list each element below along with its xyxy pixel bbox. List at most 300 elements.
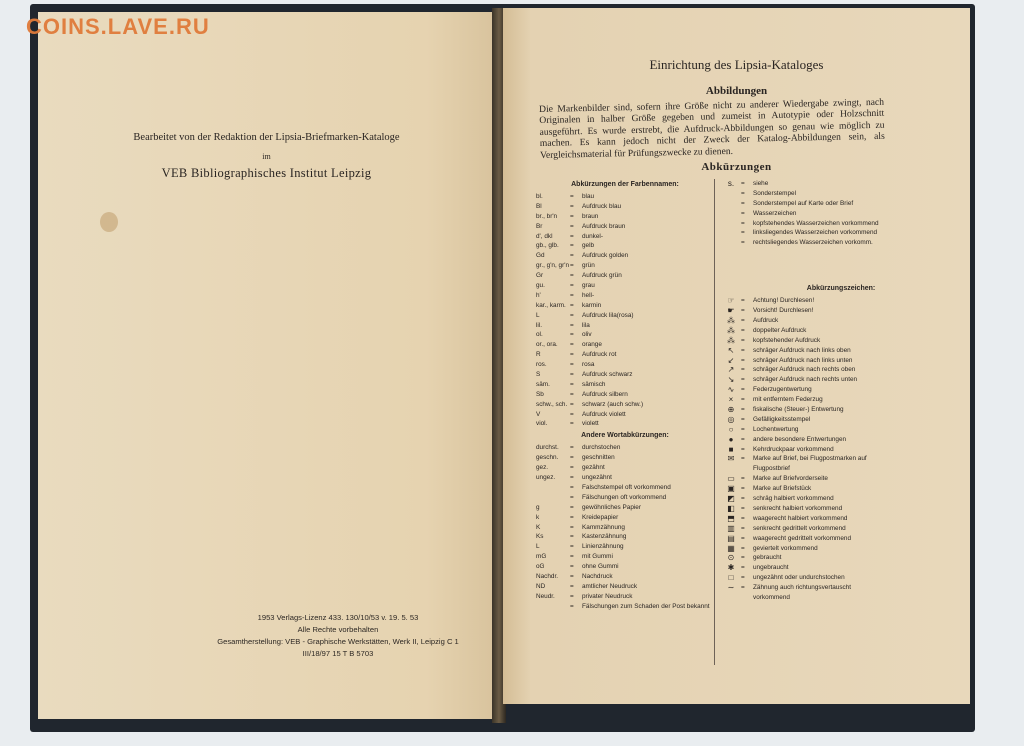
abbreviation-meaning: Achtung! Durchlesen!: [753, 297, 815, 305]
sign-symbol: [721, 238, 741, 248]
abbreviation-key: ungez.: [536, 474, 556, 482]
sign-symbol: s.: [727, 179, 735, 188]
abbreviation-meaning: ungezähnt: [582, 474, 612, 482]
abbreviation-row: [536, 241, 714, 251]
abbreviation-key: d', dkl: [536, 232, 553, 240]
abbreviation-key: lil.: [536, 321, 543, 329]
equals-sign: =: [570, 533, 574, 541]
equals-sign: =: [741, 415, 745, 423]
abbreviation-row: [536, 350, 714, 360]
abbreviation-meaning: amtlicher Neudruck: [582, 582, 638, 590]
abbreviation-row: [536, 340, 714, 350]
abbreviation-meaning: Falschstempel oft vorkommend: [582, 483, 671, 491]
equals-sign: =: [741, 209, 745, 217]
abbreviation-meaning: schräger Aufdruck nach rechts oben: [753, 366, 856, 374]
sign-symbol: ∼: [727, 583, 735, 593]
abbreviation-row: [721, 484, 961, 494]
abbreviation-key: h': [536, 291, 541, 299]
editor-line: Bearbeitet von der Redaktion der Lipsia-Briefmarken-Kataloge: [133, 132, 400, 143]
abbreviation-row: [721, 573, 961, 583]
abbreviation-row: [721, 544, 961, 554]
abbreviation-key: K: [536, 523, 541, 531]
abbreviation-meaning: Kastenzähnung: [582, 533, 627, 541]
equals-sign: =: [741, 386, 745, 394]
abbreviation-row: [721, 326, 961, 336]
equals-sign: =: [741, 239, 745, 247]
equals-sign: =: [570, 252, 574, 260]
abbreviation-meaning: Wasserzeichen: [753, 209, 797, 217]
abbreviation-row: [536, 360, 714, 370]
section-heading-illustrations: Abbildungen: [705, 85, 768, 97]
equals-sign: =: [570, 592, 574, 600]
abbreviation-key: R: [536, 351, 541, 359]
abbreviation-meaning: siehe: [753, 180, 769, 187]
abbreviation-row: [721, 219, 961, 229]
equals-sign: =: [570, 301, 574, 309]
abbreviation-row: [536, 562, 714, 572]
sign-symbol: [721, 219, 741, 229]
abbreviation-key: or., ora.: [536, 341, 558, 349]
sign-symbol: ⁂: [727, 316, 735, 326]
equals-sign: =: [741, 435, 745, 443]
sign-abbreviation-list: [721, 296, 961, 603]
abbreviation-key: bl.: [536, 193, 543, 200]
equals-sign: =: [741, 297, 745, 305]
page-title: Einrichtung des Lipsia-Kataloges: [649, 57, 824, 72]
imprint-line: 1953 Verlags-Lizenz 433. 130/10/53 v. 19. 5. 53: [257, 613, 419, 622]
abbreviation-meaning: Marke auf Briefvorderseite: [753, 475, 828, 483]
equals-sign: =: [570, 513, 574, 521]
sign-symbol: ▥: [727, 523, 735, 533]
abbreviation-row: [536, 483, 714, 493]
equals-sign: =: [741, 485, 745, 493]
abbreviation-meaning: doppelter Aufdruck: [753, 326, 807, 334]
sign-symbol: ◩: [727, 494, 735, 504]
abbreviation-meaning: dunkel-: [582, 232, 603, 240]
equals-sign: =: [741, 326, 745, 334]
abbreviation-row: [721, 306, 961, 316]
equals-sign: =: [741, 514, 745, 522]
equals-sign: =: [741, 396, 745, 404]
abbreviation-row: [536, 410, 714, 420]
words-heading: Andere Wortabkürzungen:: [581, 432, 669, 440]
equals-sign: =: [570, 331, 574, 339]
abbreviation-row: [536, 532, 714, 542]
abbreviation-key: geschn.: [536, 454, 559, 462]
sign-symbol: ●: [728, 434, 734, 444]
abbreviation-key: ND: [536, 582, 546, 590]
sign-symbol: ↙: [727, 355, 735, 365]
equals-sign: =: [570, 410, 574, 418]
abbreviation-row: [536, 542, 714, 552]
abbreviation-key: gu.: [536, 282, 545, 290]
section-heading-abbreviations: Abkürzungen: [701, 161, 772, 173]
equals-sign: =: [570, 232, 574, 240]
abbreviation-meaning: violett: [582, 420, 599, 428]
sign-symbol: ▤: [727, 533, 735, 543]
abbreviation-meaning: waagerecht gedrittelt vorkommend: [753, 534, 852, 542]
left-page: [38, 12, 495, 719]
equals-sign: =: [570, 212, 574, 220]
abbreviation-key: mG: [536, 553, 547, 561]
abbreviation-meaning: Kreidepapier: [582, 513, 619, 521]
abbreviation-row: [721, 474, 961, 484]
abbreviation-row: [721, 336, 961, 346]
abbreviation-row: [721, 375, 961, 385]
imprint-block: [188, 612, 488, 660]
abbreviation-row: [721, 189, 961, 199]
abbreviation-row: [536, 192, 714, 202]
abbreviation-row: [721, 425, 961, 435]
equals-sign: =: [570, 202, 574, 210]
abbreviation-meaning: geschnitten: [582, 454, 615, 462]
abbreviation-key: [536, 602, 570, 612]
abbreviation-key: Bl: [536, 202, 542, 210]
equals-sign: =: [570, 503, 574, 511]
abbreviation-key: säm.: [536, 380, 550, 388]
sign-symbol: ↖: [727, 345, 735, 355]
abbreviation-key: gez.: [536, 464, 549, 472]
abbreviation-meaning: Aufdruck grün: [582, 272, 622, 280]
colors-heading: Abkürzungen der Farbennamen:: [571, 181, 679, 188]
sign-symbol: ▣: [727, 484, 735, 494]
abbreviation-meaning: Kehrdruckpaar vorkommend: [753, 445, 834, 453]
equals-sign: =: [741, 376, 745, 384]
equals-sign: =: [570, 242, 574, 250]
abbreviation-meaning: Vorsicht! Durchlesen!: [753, 307, 814, 315]
abbreviation-meaning: Aufdruck: [753, 317, 779, 325]
abbreviation-meaning: Aufdruck schwarz: [582, 371, 633, 379]
abbreviation-row: [536, 493, 714, 503]
abbreviation-row: [536, 311, 714, 321]
equals-sign: =: [741, 524, 745, 532]
abbreviation-row: [721, 346, 961, 356]
sign-symbol: ⊙: [727, 553, 735, 563]
abbreviation-row: [536, 463, 714, 473]
abbreviation-key: Neudr.: [536, 592, 555, 600]
abbreviation-row: [721, 316, 961, 326]
abbreviation-meaning: vorkommend: [753, 593, 790, 601]
equals-sign: =: [741, 574, 745, 582]
abbreviation-row: [536, 222, 714, 232]
abbreviation-meaning: Linienzähnung: [582, 543, 624, 551]
equals-sign: =: [570, 311, 574, 319]
abbreviation-row: [536, 453, 714, 463]
abbreviation-key: br., br'n: [536, 212, 558, 220]
abbreviation-row: [721, 415, 961, 425]
abbreviation-meaning: Aufdruck violett: [582, 410, 626, 418]
abbreviation-row: [721, 524, 961, 534]
equals-sign: =: [741, 199, 745, 207]
abbreviation-meaning: orange: [582, 341, 602, 349]
abbreviation-meaning: kopfstehender Aufdruck: [753, 336, 821, 344]
abbreviation-meaning: Flugpostbrief: [753, 465, 790, 473]
abbreviation-meaning: Fälschungen zum Schaden der Post bekannt: [582, 602, 710, 610]
abbreviation-meaning: kopfstehendes Wasserzeichen vorkommend: [753, 219, 879, 227]
equals-sign: =: [570, 543, 574, 551]
abbreviation-key: [536, 493, 570, 503]
abbreviation-key: Nachdr.: [536, 572, 559, 580]
abbreviation-meaning: Fälschungen oft vorkommend: [582, 493, 667, 501]
abbreviation-meaning: Federzugentwertung: [753, 386, 812, 394]
abbreviation-row: [721, 238, 961, 248]
abbreviation-meaning: Lochentwertung: [753, 425, 799, 433]
abbreviation-key: durchst.: [536, 444, 559, 452]
equals-sign: =: [741, 445, 745, 453]
abbreviation-meaning: senkrecht gedrittelt vorkommend: [753, 524, 846, 532]
abbreviation-row: [536, 232, 714, 242]
abbreviation-row: [536, 419, 714, 429]
equals-sign: =: [741, 475, 745, 483]
abbreviation-row: [721, 209, 961, 219]
sign-symbol: [721, 189, 741, 199]
abbreviation-key: Gr: [536, 272, 544, 280]
abbreviation-row: [721, 583, 961, 593]
abbreviation-key: Sb: [536, 390, 544, 398]
abbreviation-meaning: schwarz (auch schw.): [582, 400, 644, 408]
abbreviation-row: [721, 356, 961, 366]
sign-symbol: ⁂: [727, 335, 735, 345]
abbreviation-row: [536, 202, 714, 212]
equals-sign: =: [570, 321, 574, 329]
column-divider: [714, 179, 715, 665]
abbreviation-key: viol.: [536, 420, 548, 428]
word-abbreviation-list: [536, 443, 714, 611]
abbreviation-meaning: gelb: [582, 242, 595, 250]
abbreviation-row: [536, 212, 714, 222]
publisher-line: VEB Bibliographisches Institut Leipzig: [161, 166, 372, 180]
abbreviation-meaning: karmin: [582, 301, 602, 309]
equals-sign: =: [570, 602, 574, 610]
sign-symbol: ✱: [727, 563, 735, 573]
abbreviation-meaning: Marke auf Brief, bei Flugpostmarken auf: [753, 455, 867, 463]
abbreviation-row: [721, 563, 961, 573]
equals-sign: =: [741, 229, 745, 237]
equals-sign: =: [741, 495, 745, 503]
abbreviation-row: [721, 296, 961, 306]
abbreviation-meaning: grün: [582, 262, 595, 270]
abbreviation-row: [536, 552, 714, 562]
abbreviation-key: L: [536, 543, 540, 551]
abbreviation-meaning: waagerecht halbiert vorkommend: [753, 514, 848, 522]
sign-symbol: ⁂: [727, 325, 735, 335]
equals-sign: =: [741, 346, 745, 354]
sign-symbol: □: [728, 573, 734, 583]
abbreviation-meaning: Sonderstempel auf Karte oder Brief: [753, 199, 854, 207]
equals-sign: [741, 464, 753, 474]
abbreviation-row: [536, 271, 714, 281]
abbreviation-meaning: braun: [582, 212, 599, 220]
abbreviation-meaning: Aufdruck lila(rosa): [582, 311, 634, 319]
abbreviation-row: [536, 473, 714, 483]
abbreviation-row: [536, 582, 714, 592]
equals-sign: =: [570, 371, 574, 379]
equals-sign: =: [570, 474, 574, 482]
sign-symbol: ∿: [727, 385, 735, 395]
abbreviation-row: [536, 513, 714, 523]
imprint-line: Alle Rechte vorbehalten: [297, 625, 379, 634]
stamp-abbreviation-list: [721, 179, 961, 248]
abbreviation-meaning: Aufdruck rot: [582, 351, 617, 359]
abbreviation-meaning: Zähnung auch richtungsvertauscht: [753, 584, 852, 592]
abbreviation-meaning: mit entferntem Federzug: [753, 396, 823, 404]
abbreviation-row: [721, 514, 961, 524]
abbreviation-row: [721, 454, 961, 464]
abbreviation-row: [721, 593, 961, 603]
equals-sign: =: [570, 291, 574, 299]
abbreviation-row: [536, 261, 714, 271]
abbreviation-meaning: Gefälligkeitsstempel: [753, 415, 811, 423]
imprint-line: Gesamtherstellung: VEB - Graphische Werkstätten, Werk II, Leipzig C 1: [217, 637, 459, 646]
abbreviation-meaning: gebraucht: [753, 554, 782, 562]
abbreviation-row: [536, 602, 714, 612]
equals-sign: =: [741, 180, 745, 187]
sign-symbol: ↘: [727, 375, 735, 385]
abbreviation-key: Ks: [536, 533, 544, 541]
abbreviation-meaning: lila: [582, 321, 590, 329]
abbreviation-meaning: Aufdruck silbern: [582, 390, 628, 398]
equals-sign: =: [570, 420, 574, 428]
abbreviation-row: [536, 503, 714, 513]
equals-sign: =: [741, 189, 745, 197]
abbreviation-meaning: grau: [582, 282, 595, 290]
abbreviation-meaning: Aufdruck blau: [582, 202, 622, 210]
abbreviation-meaning: rechtsliegendes Wasserzeichen vorkomm.: [753, 239, 873, 247]
equals-sign: =: [741, 406, 745, 414]
sign-symbol: [721, 593, 741, 603]
abbreviation-row: [536, 390, 714, 400]
abbreviation-meaning: geviertelt vorkommend: [753, 544, 818, 552]
equals-sign: =: [570, 351, 574, 359]
abbreviation-meaning: Aufdruck golden: [582, 252, 629, 260]
abbreviation-key: V: [536, 410, 541, 418]
abbreviation-meaning: schräger Aufdruck nach links oben: [753, 346, 851, 354]
abbreviation-meaning: blau: [582, 193, 595, 200]
sign-symbol: [721, 209, 741, 219]
equals-sign: =: [570, 193, 574, 200]
abbreviation-key: schw., sch.: [536, 400, 568, 408]
equals-sign: =: [570, 523, 574, 531]
equals-sign: =: [570, 444, 574, 452]
abbreviation-row: [536, 251, 714, 261]
equals-sign: =: [741, 219, 745, 227]
abbreviation-row: [536, 572, 714, 582]
equals-sign: =: [570, 222, 574, 230]
abbreviation-row: [721, 445, 961, 455]
sign-symbol: [721, 199, 741, 209]
abbreviation-key: gb., glb.: [536, 242, 559, 250]
abbreviation-row: [536, 330, 714, 340]
abbreviation-meaning: schräg halbiert vorkommend: [753, 495, 834, 503]
abbreviation-row: [721, 435, 961, 445]
abbreviation-meaning: gewöhnliches Papier: [582, 503, 641, 511]
abbreviation-key: g: [536, 503, 540, 511]
left-abbreviation-column: [536, 180, 714, 612]
signs-heading: Abkürzungszeichen:: [806, 285, 876, 293]
equals-sign: =: [741, 534, 745, 542]
equals-sign: =: [570, 282, 574, 290]
equals-sign: =: [570, 464, 574, 472]
sign-symbol: ▭: [727, 474, 735, 484]
abbreviation-key: gr., g'n, gr'n: [536, 262, 569, 270]
abbreviation-meaning: durchstochen: [582, 444, 621, 452]
abbreviation-meaning: mit Gummi: [582, 553, 613, 561]
sign-symbol: ◎: [727, 414, 735, 424]
equals-sign: =: [741, 455, 745, 463]
abbreviation-meaning: Sonderstempel: [753, 189, 796, 197]
equals-sign: =: [741, 504, 745, 512]
abbreviation-row: [536, 523, 714, 533]
abbreviation-key: S: [536, 371, 541, 379]
abbreviation-key: oG: [536, 563, 545, 571]
equals-sign: =: [570, 272, 574, 280]
abbreviation-row: [721, 199, 961, 209]
equals-sign: =: [570, 380, 574, 388]
abbreviation-meaning: oliv: [582, 331, 592, 339]
abbreviation-key: ol.: [536, 331, 543, 339]
sign-symbol: [721, 464, 741, 474]
equals-sign: =: [570, 553, 574, 561]
equals-sign: =: [741, 317, 745, 325]
abbreviation-key: k: [536, 513, 540, 521]
equals-sign: =: [570, 400, 574, 408]
equals-sign: =: [570, 572, 574, 580]
abbreviation-row: [721, 385, 961, 395]
equals-sign: =: [570, 563, 574, 571]
abbreviation-row: [536, 321, 714, 331]
illustrations-paragraph: Die Markenbilder sind, sofern ihre Größe nicht zu anderer Wiedergabe zwingt, nach Originalen in halber Größe gegeben und zumeist in Autotypie oder Holzschnitt ausgeführt. Es wurde erstrebt, die Aufdruck-Abbildungen so genau wie möglich zu machen. Es kann jedoch nicht der Zweck der Katalog-Abbildungen sein, als Vergleichsmaterial für Prüfungszwecke zu dienen.: [539, 96, 885, 161]
abbreviation-meaning: Nachdruck: [582, 572, 613, 580]
abbreviation-meaning: andere besondere Entwertungen: [753, 435, 847, 443]
abbreviation-row: [721, 395, 961, 405]
equals-sign: =: [741, 307, 745, 315]
abbreviation-row: [721, 464, 961, 474]
abbreviation-meaning: Marke auf Briefstück: [753, 485, 812, 493]
abbreviation-meaning: schräger Aufdruck nach links unten: [753, 356, 853, 364]
sign-symbol: ▦: [727, 543, 735, 553]
sign-symbol: ◧: [727, 503, 735, 513]
abbreviation-row: [536, 370, 714, 380]
abbreviation-row: [721, 365, 961, 375]
abbreviation-key: Br: [536, 222, 543, 230]
sign-symbol: ↗: [727, 365, 735, 375]
abbreviation-meaning: fiskalische (Steuer-) Entwertung: [753, 406, 844, 414]
equals-sign: =: [570, 262, 574, 270]
equals-sign: =: [741, 554, 745, 562]
sign-symbol: ⬒: [727, 513, 735, 523]
abbreviation-row: [721, 553, 961, 563]
equals-sign: =: [570, 390, 574, 398]
equals-sign: =: [570, 454, 574, 462]
abbreviation-meaning: senkrecht halbiert vorkommend: [753, 504, 843, 512]
abbreviation-meaning: schräger Aufdruck nach rechts unten: [753, 376, 858, 384]
right-abbreviation-column: [721, 179, 961, 603]
abbreviation-key: ros.: [536, 361, 547, 369]
equals-sign: [741, 593, 753, 603]
sign-symbol: ☛: [727, 306, 735, 316]
abbreviation-meaning: sämisch: [582, 380, 606, 388]
abbreviation-row: [536, 443, 714, 453]
equals-sign: =: [570, 361, 574, 369]
abbreviation-row: [536, 291, 714, 301]
abbreviation-meaning: linksliegendes Wasserzeichen vorkommend: [753, 229, 878, 237]
equals-sign: =: [741, 425, 745, 433]
abbreviation-row: [536, 301, 714, 311]
sign-symbol: [721, 228, 741, 238]
page-stain: [100, 212, 118, 232]
abbreviation-meaning: ungezähnt oder undurchstochen: [753, 574, 845, 582]
abbreviation-meaning: Kammzähnung: [582, 523, 625, 531]
